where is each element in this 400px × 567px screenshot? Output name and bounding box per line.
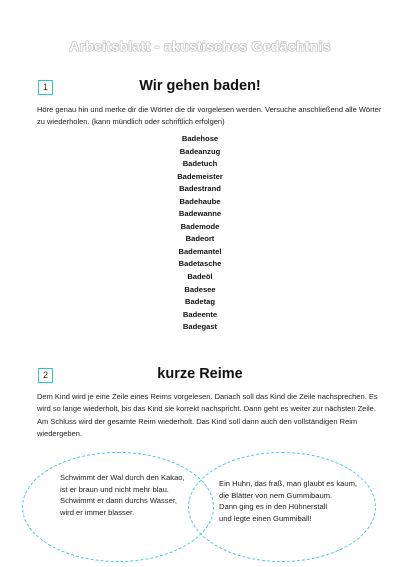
section-1-instructions: Höre genau hin und merke dir die Wörter die dir vorgelesen werden. Versuche anschließend alle Wörter zu wiederholen. (kann mündlich oder schriftlich erfolgen) [37,105,382,127]
word-list [0,133,400,334]
word-list-item: Badeöl [187,272,213,282]
word-list-item: Bademode [180,221,220,231]
section-2-title: kurze Reime [157,366,243,382]
rhyme-line: Schwimmt er dann durchs Wasser, [60,496,178,506]
word-list-item: Badestrand [179,184,221,194]
word-list-item: Badewanne [178,209,222,219]
word-list-item: Badeanzug [179,146,221,156]
rhyme-line: die Blätter von nem Gummibaum. [219,490,333,500]
section-2-number: 2 [38,368,53,383]
rhyme-line: und legte einen Gummiball! [219,513,312,523]
rhyme-2-text [219,478,357,524]
worksheet-header: Arbeitsblatt - akustisches Gedächtnis [69,38,331,54]
rhyme-1-text [60,472,185,518]
word-list-item: Badetuch [182,159,218,169]
section-1-number: 1 [38,80,53,95]
word-list-item: Badegast [182,322,218,332]
rhyme-line: Dann ging es in den Hühnerstall [219,502,328,512]
word-list-item: Badehaube [179,196,221,206]
word-list-item: Badetasche [178,259,222,269]
rhyme-line: ist er braun und nicht mehr blau. [60,484,169,494]
word-list-item: Badesee [184,284,216,294]
word-list-item: Bademantel [178,246,222,256]
word-list-item: Badeort [185,234,215,244]
word-list-item: Badehose [181,134,219,143]
word-list-item: Bademeister [177,171,223,181]
word-list-item: Badetag [185,297,215,307]
word-list-item: Badeente [182,309,218,319]
rhyme-line: Ein Huhn, das fraß, man glaubt es kaum, [219,479,358,488]
section-2-instructions: Dem Kind wird je eine Zeile eines Reims vorgelesen. Danach soll das Kind die Zeile nachsprechen. Es wird so lange wiederholt, bis das Kind sie korrekt nachspricht. Dann geht es weiter zur nächsten Zeile. Am Schluss wird der gesamte Reim wiederholt. Das Kind soll dann auch den vollständigen Reim wiedergeben. [37,392,378,439]
rhyme-line: wird er immer blasser. [60,507,135,517]
rhyme-line: Schwimmt der Wal durch den Kakao, [60,473,185,482]
section-1-title: Wir gehen baden! [139,78,261,94]
